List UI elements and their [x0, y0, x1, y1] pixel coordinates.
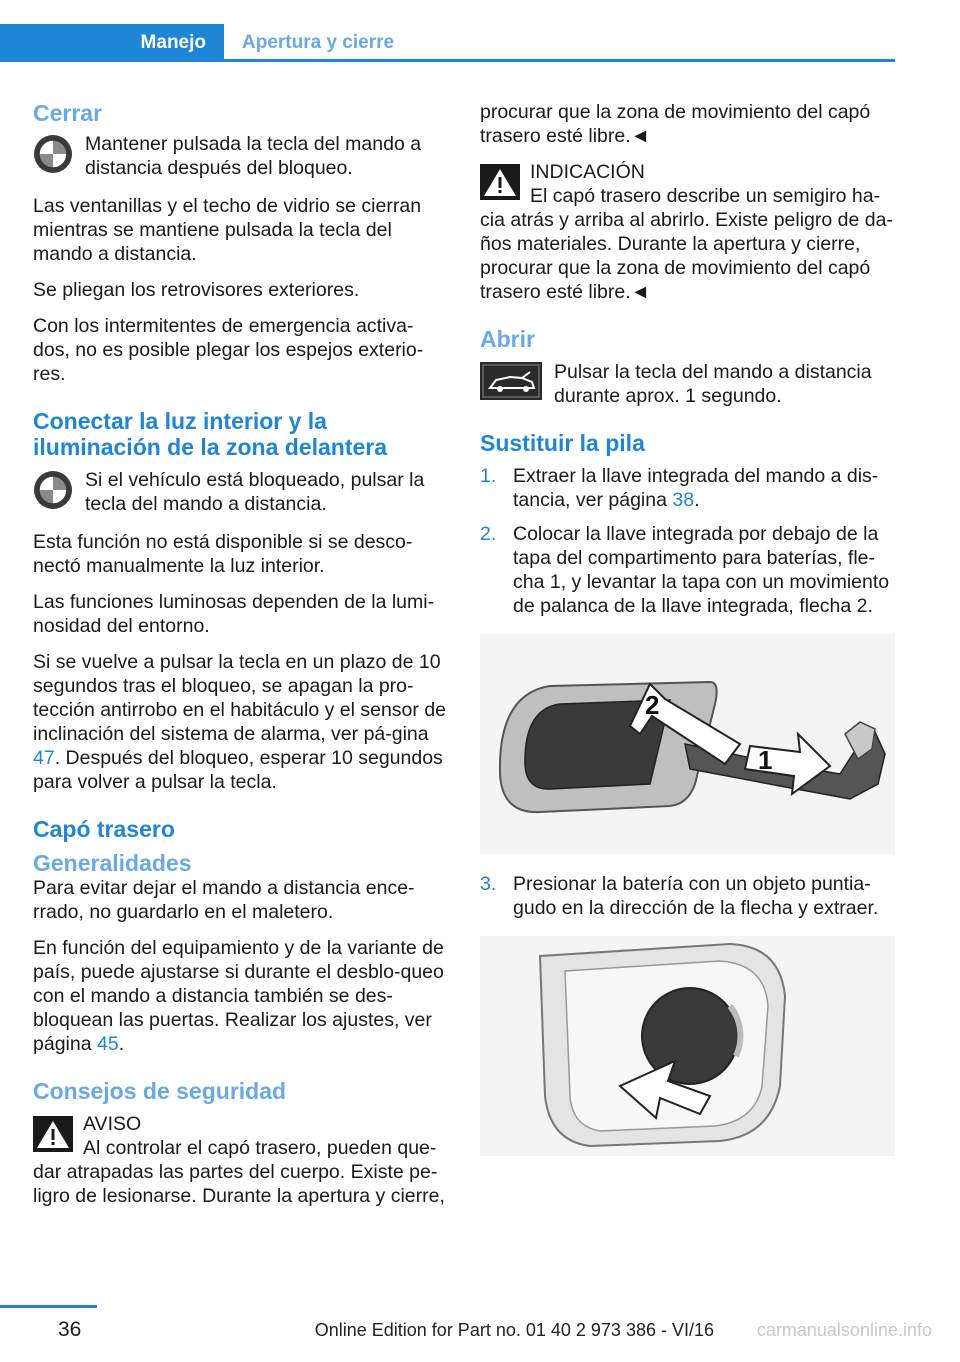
arrow-label-1: 1 [758, 745, 773, 775]
cerrar-instruction-text: Mantener pulsada la tecla del mando a distancia después del bloqueo. [85, 133, 422, 179]
paragraph: Las ventanillas y el techo de vidrio se cierran mientras se mantiene pulsada la tecla del mando a distancia. [33, 195, 422, 265]
watermark: carmanualsonline.info [756, 1320, 932, 1340]
aviso-text: Al controlar el capó trasero, pueden que‐dar atrapadas las partes del cuerpo. Existe pe‐ligro de lesionarse. Durante la apertura y cierre, [33, 1137, 445, 1207]
paragraph: Las funciones luminosas dependen de la lumi‐nosidad del entorno. [33, 591, 435, 637]
footer-divider [0, 1305, 97, 1308]
heading-generalidades: Generalidades [33, 850, 192, 876]
page-link-38[interactable]: 38 [672, 489, 695, 511]
warning-triangle-icon [480, 164, 520, 200]
header-tab-apertura[interactable] [224, 24, 895, 62]
bmw-key-icon [33, 134, 73, 174]
abrir-instruction [480, 360, 895, 408]
header-tab-manejo-label: Manejo [140, 32, 206, 53]
key-lever-illustration [480, 634, 895, 854]
indicacion-title: INDICACIÓN [530, 161, 645, 183]
indicacion-note [480, 160, 895, 304]
indicacion-text: El capó trasero describe un semigiro ha‐cia atrás y arriba al abrirlo. Existe peligro de da‐ños materiales. Durante la apertura y cierre, procurar que la zona de movimiento del capó trasero esté libre.◄ [480, 185, 893, 303]
header-divider [224, 59, 895, 62]
step-3: 3. Presionar la batería con un objeto puntia‐gudo en la dirección de la flecha y extraer. [480, 873, 879, 919]
paragraph: Se pliegan los retrovisores exteriores. [33, 279, 360, 301]
heading-sustituir-pila: Sustituir la pila [480, 430, 645, 456]
page-link-45[interactable]: 45 [96, 1033, 119, 1055]
bmw-key-icon [33, 470, 73, 510]
trunk-open-icon [480, 362, 542, 400]
step-number: 2. [480, 523, 497, 545]
step-1: 1. Extraer la llave integrada del mando a dis‐tancia, ver página 38. [480, 465, 879, 511]
paragraph: Si se vuelve a pulsar la tecla en un plazo de 10 segundos tras el bloqueo, se apagan la pro‐tección antirrobo en el habitáculo y el sensor de inclinación del sistema de alarma, ver pá‐gina 47. Después del bloqueo, esperar 10 segundos para volver a pulsar la tecla. [33, 651, 447, 793]
abrir-instruction-text: Pulsar la tecla del mando a distancia durante aprox. 1 segundo. [554, 361, 872, 407]
steps-list [480, 464, 895, 618]
figure-battery-removal [480, 936, 895, 1156]
battery-removal-illustration [480, 936, 895, 1156]
left-column [33, 100, 448, 1220]
warning-triangle-icon [33, 1116, 73, 1152]
paragraph: En función del equipamiento y de la variante de país, puede ajustarse si durante el desblo‐queo con el mando a distancia también se des‐bloquean las puertas. Realizar los ajustes, ver página 45. [33, 937, 444, 1055]
heading-capo-trasero: Capó trasero [33, 816, 175, 842]
aviso-continuation: procurar que la zona de movimiento del capó trasero esté libre.◄ [480, 101, 871, 147]
steps-list-continued [480, 872, 895, 920]
aviso-warning [33, 1112, 448, 1208]
heading-luz-interior: Conectar la luz interior y la iluminación de la zona delantera [33, 408, 388, 460]
luz-instruction-text: Si el vehículo está bloqueado, pulsar la tecla del mando a distancia. [85, 469, 425, 515]
page-header [0, 24, 895, 62]
header-tab-manejo[interactable] [0, 24, 224, 62]
right-column [480, 100, 895, 1174]
aviso-title: AVISO [83, 1113, 142, 1135]
heading-abrir: Abrir [480, 326, 535, 352]
paragraph: Esta función no está disponible si se desco‐nectó manualmente la luz interior. [33, 531, 413, 577]
heading-consejos-seguridad: Consejos de seguridad [33, 1078, 287, 1104]
paragraph: Con los intermitentes de emergencia activa‐dos, no es posible plegar los espejos exterio‐res. [33, 315, 424, 385]
edition-info: Online Edition for Part no. 01 40 2 973 386 - VI/16 [314, 1320, 714, 1340]
arrow-label-2: 2 [645, 690, 660, 720]
figure-key-battery-cover [480, 634, 895, 854]
step-number: 1. [480, 465, 497, 487]
step-number: 3. [480, 873, 497, 895]
header-tab-apertura-label: Apertura y cierre [242, 32, 395, 53]
luz-instruction [33, 468, 448, 516]
page-link-47[interactable]: 47 [33, 747, 55, 769]
heading-cerrar: Cerrar [33, 100, 103, 126]
cerrar-instruction [33, 132, 448, 180]
page-number: 36 [58, 1318, 82, 1341]
step-2: 2. Colocar la llave integrada por debajo de la tapa del compartimento para baterías, fle‐cha 1, y levantar la tapa con un movimiento de palanca de la llave integrada, flecha 2. [480, 523, 890, 617]
paragraph: Para evitar dejar el mando a distancia ence‐rrado, no guardarlo en el maletero. [33, 877, 415, 923]
